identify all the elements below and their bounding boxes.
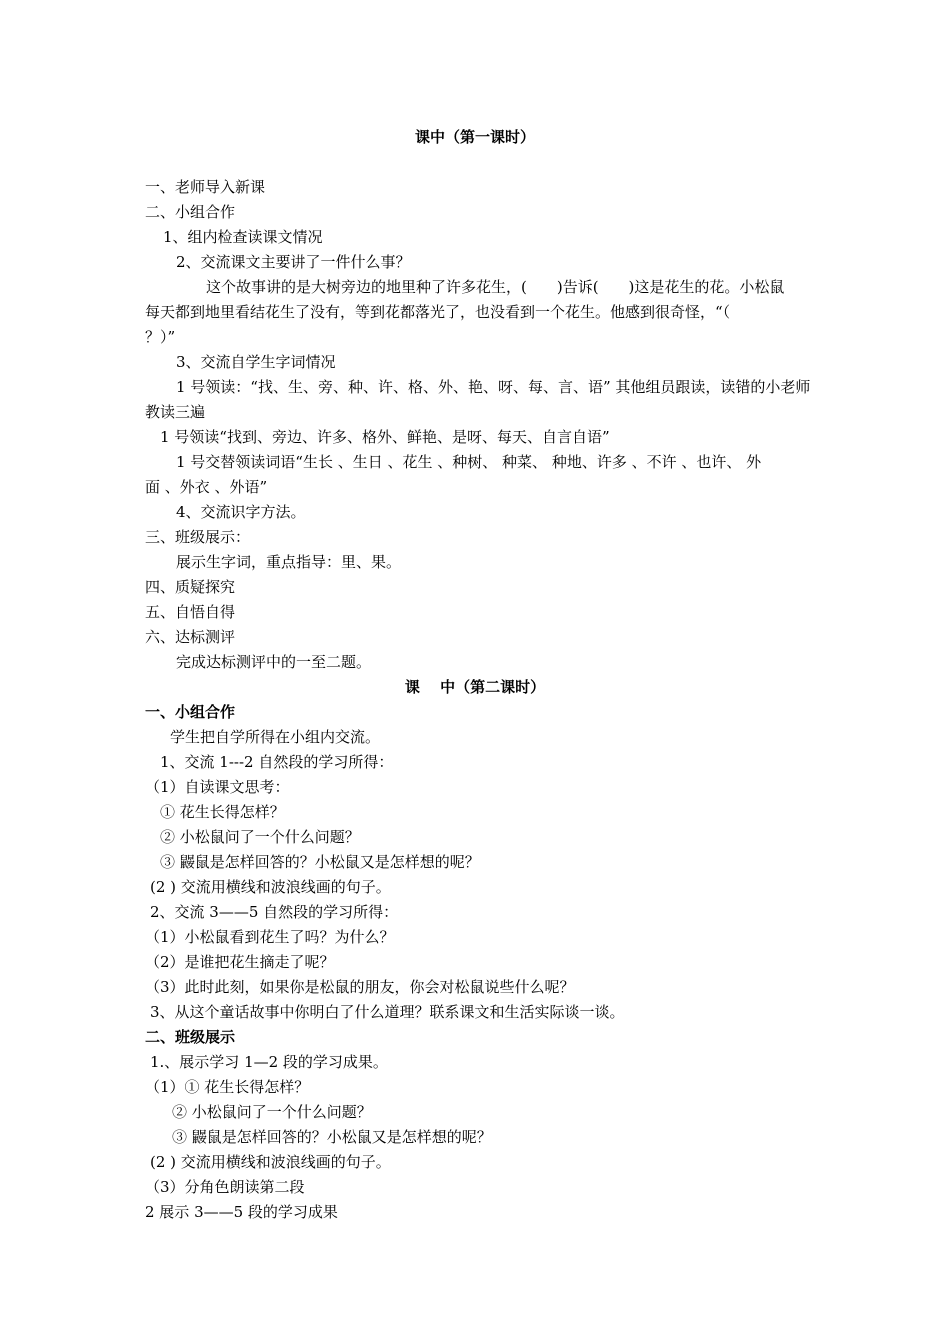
sub-item-read-think: （1）自读课文思考： xyxy=(145,778,290,796)
section2-group-work: 一、小组合作 xyxy=(145,703,236,721)
section-class-show: 三、班级展示： xyxy=(145,528,251,546)
item-main-story: 2、交流课文主要讲了一件什么事？ xyxy=(176,253,411,271)
sub-item-see-peanuts: （1）小松鼠看到花生了吗？为什么？ xyxy=(145,928,395,946)
item-literacy-methods: 4、交流识字方法。 xyxy=(176,503,306,521)
assessment-detail: 完成达标测评中的一至二题。 xyxy=(176,653,372,671)
lesson-two-title: 课 中（第二课时） xyxy=(404,678,546,696)
section2-class-show: 二、班级展示 xyxy=(145,1028,236,1046)
item-show-3-5: 2 展示 3——5 段的学习成果 xyxy=(145,1203,338,1221)
show-question-2: ② 小松鼠问了一个什么问题？ xyxy=(172,1103,372,1121)
sub-item-who-picked: （2）是谁把花生摘走了呢？ xyxy=(145,953,335,971)
lesson-one-title: 课中（第一课时） xyxy=(414,128,535,146)
vocab-lead-2: 1 号领读“找到、旁边、许多、格外、鲜艳、是呀、每天、自言自语” xyxy=(160,428,610,446)
vocab-lead-1b: 教读三遍 xyxy=(145,403,206,421)
section-assessment: 六、达标测评 xyxy=(145,628,236,646)
question-2: ② 小松鼠问了一个什么问题？ xyxy=(160,828,360,846)
section-intro: 一、老师导入新课 xyxy=(145,178,266,196)
show-underlined: (2 ) 交流用横线和波浪线画的句子。 xyxy=(150,1153,391,1171)
question-3: ③ 鼹鼠是怎样回答的？小松鼠又是怎样想的呢？ xyxy=(160,853,480,871)
section-self-study: 五、自悟自得 xyxy=(145,603,236,621)
section-group-work: 二、小组合作 xyxy=(145,203,236,221)
story-line-3: ？）” xyxy=(145,328,176,346)
show-question-1: （1）① 花生长得怎样？ xyxy=(145,1078,310,1096)
story-line-1: 这个故事讲的是大树旁边的地里种了许多花生，( )告诉( )这是花生的花。小松鼠 xyxy=(206,278,785,296)
story-line-2: 每天都到地里看结花生了没有，等到花都落光了，也没看到一个花生。他感到很奇怪，“（ xyxy=(145,303,731,321)
vocab-lead-3a: 1 号交替领读词语“生长 、生日 、花生 、种树、 种菜、 种地、许多 、不许 、也许、 外 xyxy=(176,453,762,471)
section-inquiry: 四、质疑探究 xyxy=(145,578,236,596)
sub-item-underlined: (2 ) 交流用横线和波浪线画的句子。 xyxy=(150,878,391,896)
item-lesson-learned: 3、从这个童话故事中你明白了什么道理？联系课文和生活实际谈一谈。 xyxy=(150,1003,625,1021)
vocab-lead-1a: 1 号领读：“找、生、旁、种、许、格、外、艳、呀、每、言、语” 其他组员跟读，读错的小老师 xyxy=(176,378,811,396)
group-work-intro: 学生把自学所得在小组内交流。 xyxy=(170,728,381,746)
vocab-lead-3b: 面 、外衣 、外语” xyxy=(145,478,268,496)
item-vocab: 3、交流自学生字词情况 xyxy=(176,353,336,371)
item-check-reading: 1、组内检查读课文情况 xyxy=(163,228,323,246)
question-1: ① 花生长得怎样？ xyxy=(160,803,285,821)
show-question-3: ③ 鼹鼠是怎样回答的？小松鼠又是怎样想的呢？ xyxy=(172,1128,492,1146)
show-role-reading: （3）分角色朗读第二段 xyxy=(145,1178,305,1196)
class-show-detail: 展示生字词，重点指导：里、果。 xyxy=(176,553,402,571)
sub-item-friend: （3）此时此刻，如果你是松鼠的朋友，你会对松鼠说些什么呢？ xyxy=(145,978,575,996)
item-paragraph-1-2: 1、交流 1---2 自然段的学习所得： xyxy=(160,753,394,771)
item-show-1-2: 1.、展示学习 1—2 段的学习成果。 xyxy=(150,1053,388,1071)
item-paragraph-3-5: 2、交流 3——5 自然段的学习所得： xyxy=(150,903,399,921)
